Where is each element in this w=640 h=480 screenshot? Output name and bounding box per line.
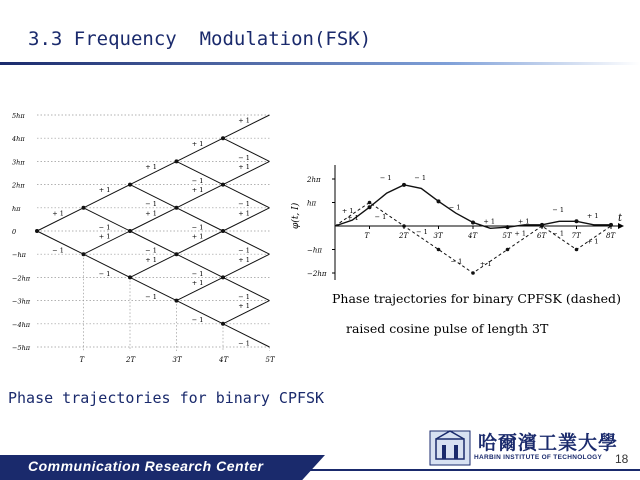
- dashed-curve-node: [575, 248, 579, 252]
- tree-node: [82, 206, 86, 210]
- phase-tree-gridlines: [37, 115, 270, 351]
- branch-label-plus: + 1: [191, 186, 204, 195]
- branch-label-minus: − 1: [238, 339, 250, 348]
- branch-label-minus: − 1: [145, 200, 157, 209]
- tree-node: [128, 183, 132, 187]
- tree-node: [175, 252, 179, 256]
- branch-label-minus: − 1: [98, 223, 111, 232]
- branch-label-plus: + 1: [191, 279, 204, 287]
- dashed-curve-node: [437, 248, 441, 252]
- dashed-branch-label: + 1: [347, 214, 359, 223]
- slide-title: 3.3 Frequency Modulation(FSK): [28, 28, 372, 50]
- dashed-curve-node: [471, 271, 475, 275]
- tree-node: [128, 275, 132, 279]
- branch-label-minus: − 1: [238, 200, 250, 209]
- dashed-branch-label: + 1: [479, 259, 492, 268]
- tree-node: [35, 229, 39, 233]
- branch-label-plus: + 1: [98, 232, 111, 241]
- phase-tick-label: 0: [12, 228, 17, 236]
- solid-curve-node: [437, 199, 441, 203]
- trajectory-x-tick-label: 8T: [606, 232, 616, 240]
- dashed-branch-label: − 1: [416, 228, 428, 237]
- title-underline: [0, 62, 640, 65]
- tree-node: [221, 183, 225, 187]
- branch-label-minus: − 1: [238, 153, 250, 162]
- phase-tick-label: −3hπ: [12, 297, 31, 306]
- dashed-branch-label: − 1: [374, 212, 387, 221]
- branch-label-plus: + 1: [145, 209, 157, 218]
- phase-tick-label: 3hπ: [12, 158, 25, 167]
- trajectory-caption-line2: raised cosine pulse of length 3T: [346, 321, 549, 336]
- branch-label-plus: + 1: [98, 186, 111, 195]
- branch-label-plus: + 1: [145, 255, 157, 264]
- branch-label-minus: − 1: [238, 293, 250, 301]
- trajectory-y-tick-label: −hπ: [307, 246, 322, 255]
- branch-label-plus: + 1: [238, 302, 250, 311]
- tree-node: [175, 299, 179, 303]
- solid-branch-label: + 1: [483, 217, 496, 226]
- phase-tick-label: 2hπ: [12, 181, 25, 190]
- branch-label-plus: + 1: [191, 139, 204, 148]
- trajectory-x-tick-label: 5T: [502, 232, 512, 240]
- harbin-institute-logo-emblem: [428, 427, 472, 469]
- branch-label-plus: + 1: [238, 116, 250, 125]
- trajectory-x-tick-label: 4T: [468, 232, 478, 240]
- trajectory-x-tick-label: 7T: [571, 232, 581, 240]
- branch-label-minus: − 1: [52, 246, 64, 255]
- time-tick-label: T: [79, 356, 85, 364]
- tree-node: [128, 229, 132, 233]
- phase-tick-label: −2hπ: [12, 274, 31, 283]
- trajectory-y-tick-label: −2hπ: [307, 270, 327, 278]
- branch-label-plus: + 1: [52, 209, 64, 218]
- solid-curve-node: [575, 219, 579, 223]
- tree-node: [221, 275, 225, 279]
- branch-label-minus: − 1: [191, 316, 204, 325]
- trajectory-x-tick-label: T: [364, 232, 370, 240]
- trajectory-y-tick-label: 2hπ: [307, 176, 321, 184]
- solid-branch-label: − 1: [414, 174, 427, 183]
- phase-tick-label: hπ: [12, 204, 21, 213]
- tree-node: [175, 159, 179, 163]
- footer-rule: [300, 469, 640, 471]
- solid-curve-node: [471, 220, 475, 224]
- footer-label: Communication Research Center: [28, 458, 264, 474]
- dashed-curve-node: [506, 248, 510, 252]
- solid-branch-label: − 1: [379, 174, 392, 183]
- dashed-branch-label: − 1: [552, 229, 565, 238]
- solid-curve-node: [368, 205, 372, 209]
- time-tick-label: 3T: [172, 356, 182, 364]
- phase-tick-label: −5hπ: [12, 344, 31, 352]
- solid-branch-label: + 1: [586, 211, 599, 220]
- phase-tick-label: −hπ: [12, 251, 26, 260]
- page-number: 18: [615, 452, 629, 466]
- phase-trajectory-caption: Phase trajectories for binary CPFSK: [8, 389, 325, 407]
- branch-label-plus: + 1: [145, 163, 157, 171]
- dashed-branch-label: + 1: [586, 237, 599, 246]
- phase-tree-y-ticks: [11, 112, 31, 352]
- tree-node: [221, 136, 225, 140]
- solid-branch-label: + 1: [341, 207, 354, 216]
- trajectory-x-tick-label: 6T: [537, 232, 547, 240]
- solid-curve-node: [402, 183, 406, 187]
- branch-label-plus: + 1: [238, 209, 250, 218]
- branch-label-minus: − 1: [191, 269, 204, 278]
- phase-tick-label: 5hπ: [12, 112, 25, 120]
- solid-branch-label: + 1: [517, 217, 530, 226]
- trajectory-curves: [335, 183, 613, 275]
- time-tick-label: 5T: [265, 356, 275, 364]
- phase-tree-diagram: [0, 100, 290, 370]
- time-tick-label: 4T: [219, 356, 229, 364]
- phase-tick-label: 4hπ: [12, 135, 25, 144]
- branch-label-plus: + 1: [191, 232, 204, 241]
- logo-english-name: HARBIN INSTITUTE OF TECHNOLOGY: [474, 454, 603, 461]
- branch-label-plus: + 1: [238, 255, 250, 264]
- branch-label-minus: − 1: [238, 246, 250, 255]
- trajectory-caption-line1: Phase trajectories for binary CPFSK (dashed): [332, 291, 621, 306]
- time-tick-label: 2T: [126, 356, 136, 364]
- branch-label-minus: − 1: [191, 177, 204, 185]
- tree-node: [82, 252, 86, 256]
- trajectory-y-axis-label: φ(t, I): [291, 202, 301, 229]
- trajectory-x-tick-label: 2T: [399, 232, 409, 240]
- phase-tick-label: −4hπ: [12, 320, 31, 329]
- tree-node: [221, 322, 225, 326]
- tree-node: [221, 229, 225, 233]
- phase-trajectory-diagram: [291, 165, 630, 340]
- trajectory-y-tick-label: hπ: [307, 199, 317, 208]
- phase-tree-x-ticks: [80, 356, 276, 364]
- dashed-branch-label: + 1: [514, 229, 527, 238]
- solid-branch-label: − 1: [552, 205, 565, 214]
- tree-node: [175, 206, 179, 210]
- branch-label-minus: − 1: [191, 223, 204, 232]
- trajectory-x-tick-label: 3T: [433, 232, 443, 240]
- dashed-branch-label: − 1: [450, 257, 463, 266]
- dashed-curve-node: [368, 201, 372, 205]
- solid-branch-label: − 1: [448, 203, 461, 212]
- branch-label-plus: + 1: [238, 163, 250, 171]
- branch-label-minus: − 1: [145, 293, 157, 301]
- logo-chinese-name: 哈爾濱工業大學: [478, 432, 619, 454]
- trajectory-x-axis-label: t: [618, 213, 623, 224]
- branch-label-minus: − 1: [145, 246, 157, 255]
- branch-label-minus: − 1: [98, 269, 111, 278]
